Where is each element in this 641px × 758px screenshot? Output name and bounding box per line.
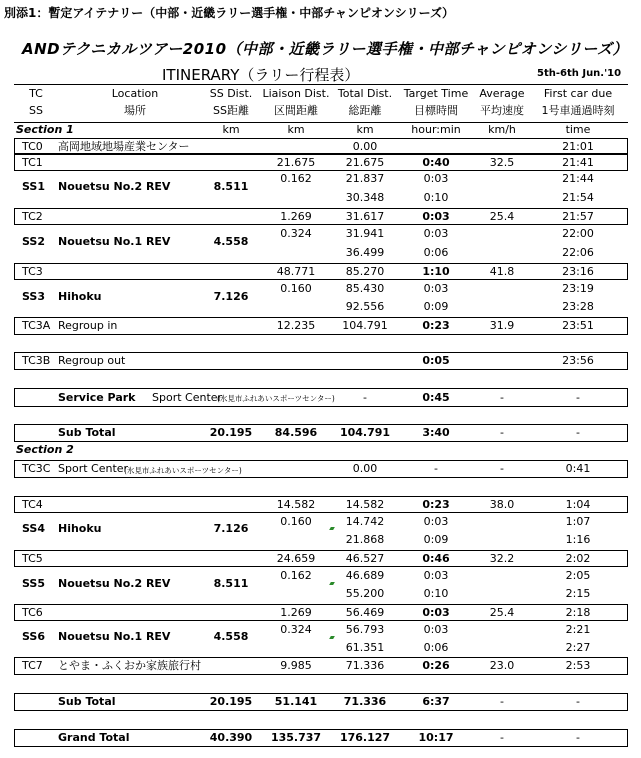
tc-code: TC3A (22, 319, 51, 332)
tc-code: TC5 (22, 552, 43, 565)
target-time: 1:10 (422, 265, 450, 278)
total-dist: 21.837 (345, 172, 385, 185)
hdr-location-jp: 場所 (124, 104, 146, 117)
ss-dist: 7.126 (213, 522, 249, 535)
liaison-dist: 0.324 (280, 623, 312, 636)
first-car-time: - (576, 426, 580, 439)
location: Regroup out (58, 354, 126, 367)
hdr-tc: TC (29, 87, 43, 100)
attachment-title: 別添1：暫定アイテナリー（中部・近畿ラリー選手権・中部チャンピオンシリーズ） (4, 6, 455, 20)
unit-ss: km (222, 123, 240, 136)
first-car-time: 2:53 (565, 659, 591, 672)
total-dist: 31.617 (345, 210, 385, 223)
first-car-time: 2:02 (565, 552, 591, 565)
target-time: 10:17 (418, 731, 454, 744)
average-speed: - (500, 391, 504, 404)
total-dist: 46.527 (345, 552, 385, 565)
first-car-time-finish: 23:28 (562, 300, 594, 313)
average-speed: 32.2 (489, 552, 515, 565)
first-car-time: - (576, 391, 580, 404)
label: Grand Total (58, 731, 130, 744)
target-time: 0:03 (423, 282, 449, 295)
location-venue-jp: (氷見市ふれあいスポーツセンター) (217, 394, 335, 403)
tc-code: TC2 (22, 210, 43, 223)
location: Hihoku (58, 290, 102, 303)
event-title: ANDテクニカルツアー2010（中部・近畿ラリー選手権・中部チャンピオンシリーズ） (22, 40, 628, 58)
tc-code: TC6 (22, 606, 43, 619)
unit-total: km (356, 123, 374, 136)
ss-dist: 7.126 (213, 290, 249, 303)
liaison-dist: 1.269 (280, 210, 312, 223)
location: Nouetsu No.2 REV (58, 180, 171, 193)
liaison-dist: 1.269 (280, 606, 312, 619)
label: Sub Total (58, 695, 116, 708)
first-car-time: 23:51 (562, 319, 594, 332)
liaison-dist: 0.162 (280, 569, 312, 582)
total-dist: 104.791 (342, 319, 388, 332)
liaison-dist: 9.985 (280, 659, 312, 672)
location: 高岡地域地場産業センター (58, 140, 190, 153)
unit-liaison: km (287, 123, 305, 136)
first-car-time: 1:04 (565, 498, 591, 511)
first-car-time-finish: 2:15 (565, 587, 591, 600)
ss-dist: 4.558 (213, 630, 249, 643)
average-speed: - (500, 426, 504, 439)
average-speed: - (500, 462, 504, 475)
target-time: 6:37 (422, 695, 450, 708)
total-dist: 0.00 (352, 462, 378, 475)
first-car-time: 2:05 (565, 569, 591, 582)
ss-dist: 20.195 (209, 695, 253, 708)
total-dist: 71.336 (343, 695, 387, 708)
location: Nouetsu No.1 REV (58, 630, 171, 643)
liaison-dist: 0.160 (280, 282, 312, 295)
first-car-time: 1:07 (565, 515, 591, 528)
section-1-label: Section 1 (16, 123, 74, 136)
first-car-time: - (576, 731, 580, 744)
target-time: 0:03 (423, 623, 449, 636)
hdr-average: Average (479, 87, 525, 100)
ss-code: SS5 (22, 577, 46, 590)
liaison-dist: 0.160 (280, 515, 312, 528)
average-speed: 41.8 (489, 265, 515, 278)
unit-target: hour:min (411, 123, 461, 136)
location: Service Park (58, 391, 136, 404)
tc-code: TC1 (22, 156, 43, 169)
location: Regroup in (58, 319, 118, 332)
hdr-liaison: Liaison Dist. (262, 87, 330, 100)
total-dist: 85.430 (345, 282, 385, 295)
average-speed: 31.9 (489, 319, 515, 332)
hdr-average-jp: 平均速度 (480, 104, 524, 117)
first-car-time: 22:00 (562, 227, 594, 240)
total-dist: 56.793 (345, 623, 385, 636)
total-dist-finish: 36.499 (345, 246, 385, 259)
location: Sport Center (58, 462, 129, 475)
total-dist-finish: 61.351 (345, 641, 385, 654)
target-time: 0:26 (422, 659, 450, 672)
ss-code: SS6 (22, 630, 46, 643)
event-date: 5th-6th Jun.'10 (537, 68, 622, 79)
average-speed: 32.5 (489, 156, 515, 169)
total-dist-finish: 55.200 (345, 587, 385, 600)
average-speed: 25.4 (489, 210, 515, 223)
first-car-time: - (576, 695, 580, 708)
target-time: 0:45 (422, 391, 450, 404)
total-dist: 85.270 (345, 265, 385, 278)
liaison-dist: 21.675 (276, 156, 316, 169)
ss-code: SS2 (22, 235, 46, 248)
unit-average: km/h (488, 123, 516, 136)
target-time-finish: 0:06 (423, 641, 449, 654)
total-dist: 104.791 (339, 426, 391, 439)
tc-code: TC7 (22, 659, 43, 672)
first-car-time: 21:57 (562, 210, 594, 223)
first-car-time: 21:41 (562, 156, 594, 169)
target-time: 0:23 (422, 498, 450, 511)
first-car-time-finish: 2:27 (565, 641, 591, 654)
total-dist: 14.582 (345, 498, 385, 511)
ss-dist: 8.511 (213, 180, 249, 193)
location: Nouetsu No.1 REV (58, 235, 171, 248)
first-car-time-finish: 21:54 (562, 191, 594, 204)
hdr-location: Location (111, 87, 159, 100)
target-time-finish: 0:06 (423, 246, 449, 259)
hdr-target: Target Time (403, 87, 469, 100)
liaison-dist: 84.596 (274, 426, 318, 439)
hdr-ss-dist-jp: SS距離 (213, 104, 249, 117)
target-time-finish: 0:10 (423, 191, 449, 204)
first-car-time: 23:19 (562, 282, 594, 295)
liaison-dist: 51.141 (274, 695, 318, 708)
location: とやま・ふくおか家族旅行村 (58, 659, 201, 672)
average-speed: - (500, 731, 504, 744)
first-car-time: 2:21 (565, 623, 591, 636)
total-dist: 14.742 (345, 515, 385, 528)
average-speed: 38.0 (489, 498, 515, 511)
target-time: - (434, 462, 438, 475)
total-dist-finish: 92.556 (345, 300, 385, 313)
target-time: 3:40 (422, 426, 450, 439)
hdr-total: Total Dist. (337, 87, 393, 100)
total-dist-finish: 21.868 (345, 533, 385, 546)
section-2-label: Section 2 (16, 443, 74, 456)
location-venue-jp: (氷見市ふれあいスポーツセンター) (124, 466, 242, 475)
target-time: 0:40 (422, 156, 450, 169)
hdr-first-car: First car due (543, 87, 613, 100)
header-top-rule (14, 84, 628, 85)
target-time: 0:03 (423, 227, 449, 240)
liaison-dist: 0.162 (280, 172, 312, 185)
ss-dist: 8.511 (213, 577, 249, 590)
target-time: 0:03 (423, 515, 449, 528)
target-time: 0:46 (422, 552, 450, 565)
average-speed: 25.4 (489, 606, 515, 619)
first-car-time: 23:16 (562, 265, 594, 278)
target-time: 0:03 (422, 606, 450, 619)
total-dist: 0.00 (352, 140, 378, 153)
first-car-time: 21:44 (562, 172, 594, 185)
hdr-target-jp: 目標時間 (414, 104, 458, 117)
total-dist: 176.127 (339, 731, 391, 744)
tc-code: TC3 (22, 265, 43, 278)
hdr-total-jp: 総距離 (348, 104, 382, 117)
ss-dist: 20.195 (209, 426, 253, 439)
itinerary-title: ITINERARY（ラリー行程表） (162, 66, 360, 84)
first-car-time: 21:01 (562, 140, 594, 153)
ss-code: SS1 (22, 180, 46, 193)
target-time-finish: 0:09 (423, 300, 449, 313)
ss-dist: 4.558 (213, 235, 249, 248)
first-car-time-finish: 1:16 (565, 533, 591, 546)
target-time-finish: 0:10 (423, 587, 449, 600)
target-time: 0:23 (422, 319, 450, 332)
first-car-time: 23:56 (562, 354, 594, 367)
total-dist-finish: 30.348 (345, 191, 385, 204)
liaison-dist: 14.582 (276, 498, 316, 511)
hdr-ss-dist: SS Dist. (209, 87, 253, 100)
ss-code: SS4 (22, 522, 46, 535)
ss-code: SS3 (22, 290, 46, 303)
tc-code: TC3B (22, 354, 51, 367)
average-speed: 23.0 (489, 659, 515, 672)
total-dist: - (363, 391, 367, 404)
hdr-liaison-jp: 区間距離 (274, 104, 318, 117)
ss-dist: 40.390 (209, 731, 253, 744)
first-car-time-finish: 22:06 (562, 246, 594, 259)
location: Hihoku (58, 522, 102, 535)
tc-code: TC3C (22, 462, 51, 475)
location-venue: Sport Center (152, 391, 223, 404)
liaison-dist: 24.659 (276, 552, 316, 565)
location: Nouetsu No.2 REV (58, 577, 171, 590)
total-dist: 31.941 (345, 227, 385, 240)
tc-code: TC4 (22, 498, 43, 511)
target-time: 0:05 (422, 354, 450, 367)
liaison-dist: 135.737 (270, 731, 322, 744)
total-dist: 46.689 (345, 569, 385, 582)
first-car-time: 2:18 (565, 606, 591, 619)
target-time-finish: 0:09 (423, 533, 449, 546)
liaison-dist: 12.235 (276, 319, 316, 332)
total-dist: 21.675 (345, 156, 385, 169)
target-time: 0:03 (423, 569, 449, 582)
liaison-dist: 48.771 (276, 265, 316, 278)
target-time: 0:03 (422, 210, 450, 223)
hdr-ss: SS (29, 104, 43, 117)
total-dist: 71.336 (345, 659, 385, 672)
unit-first-car: time (565, 123, 591, 136)
liaison-dist: 0.324 (280, 227, 312, 240)
first-car-time: 0:41 (565, 462, 591, 475)
total-dist: 56.469 (345, 606, 385, 619)
hdr-first-car-jp: 1号車通過時刻 (541, 104, 615, 117)
tc-code: TC0 (22, 140, 43, 153)
label: Sub Total (58, 426, 116, 439)
average-speed: - (500, 695, 504, 708)
target-time: 0:03 (423, 172, 449, 185)
